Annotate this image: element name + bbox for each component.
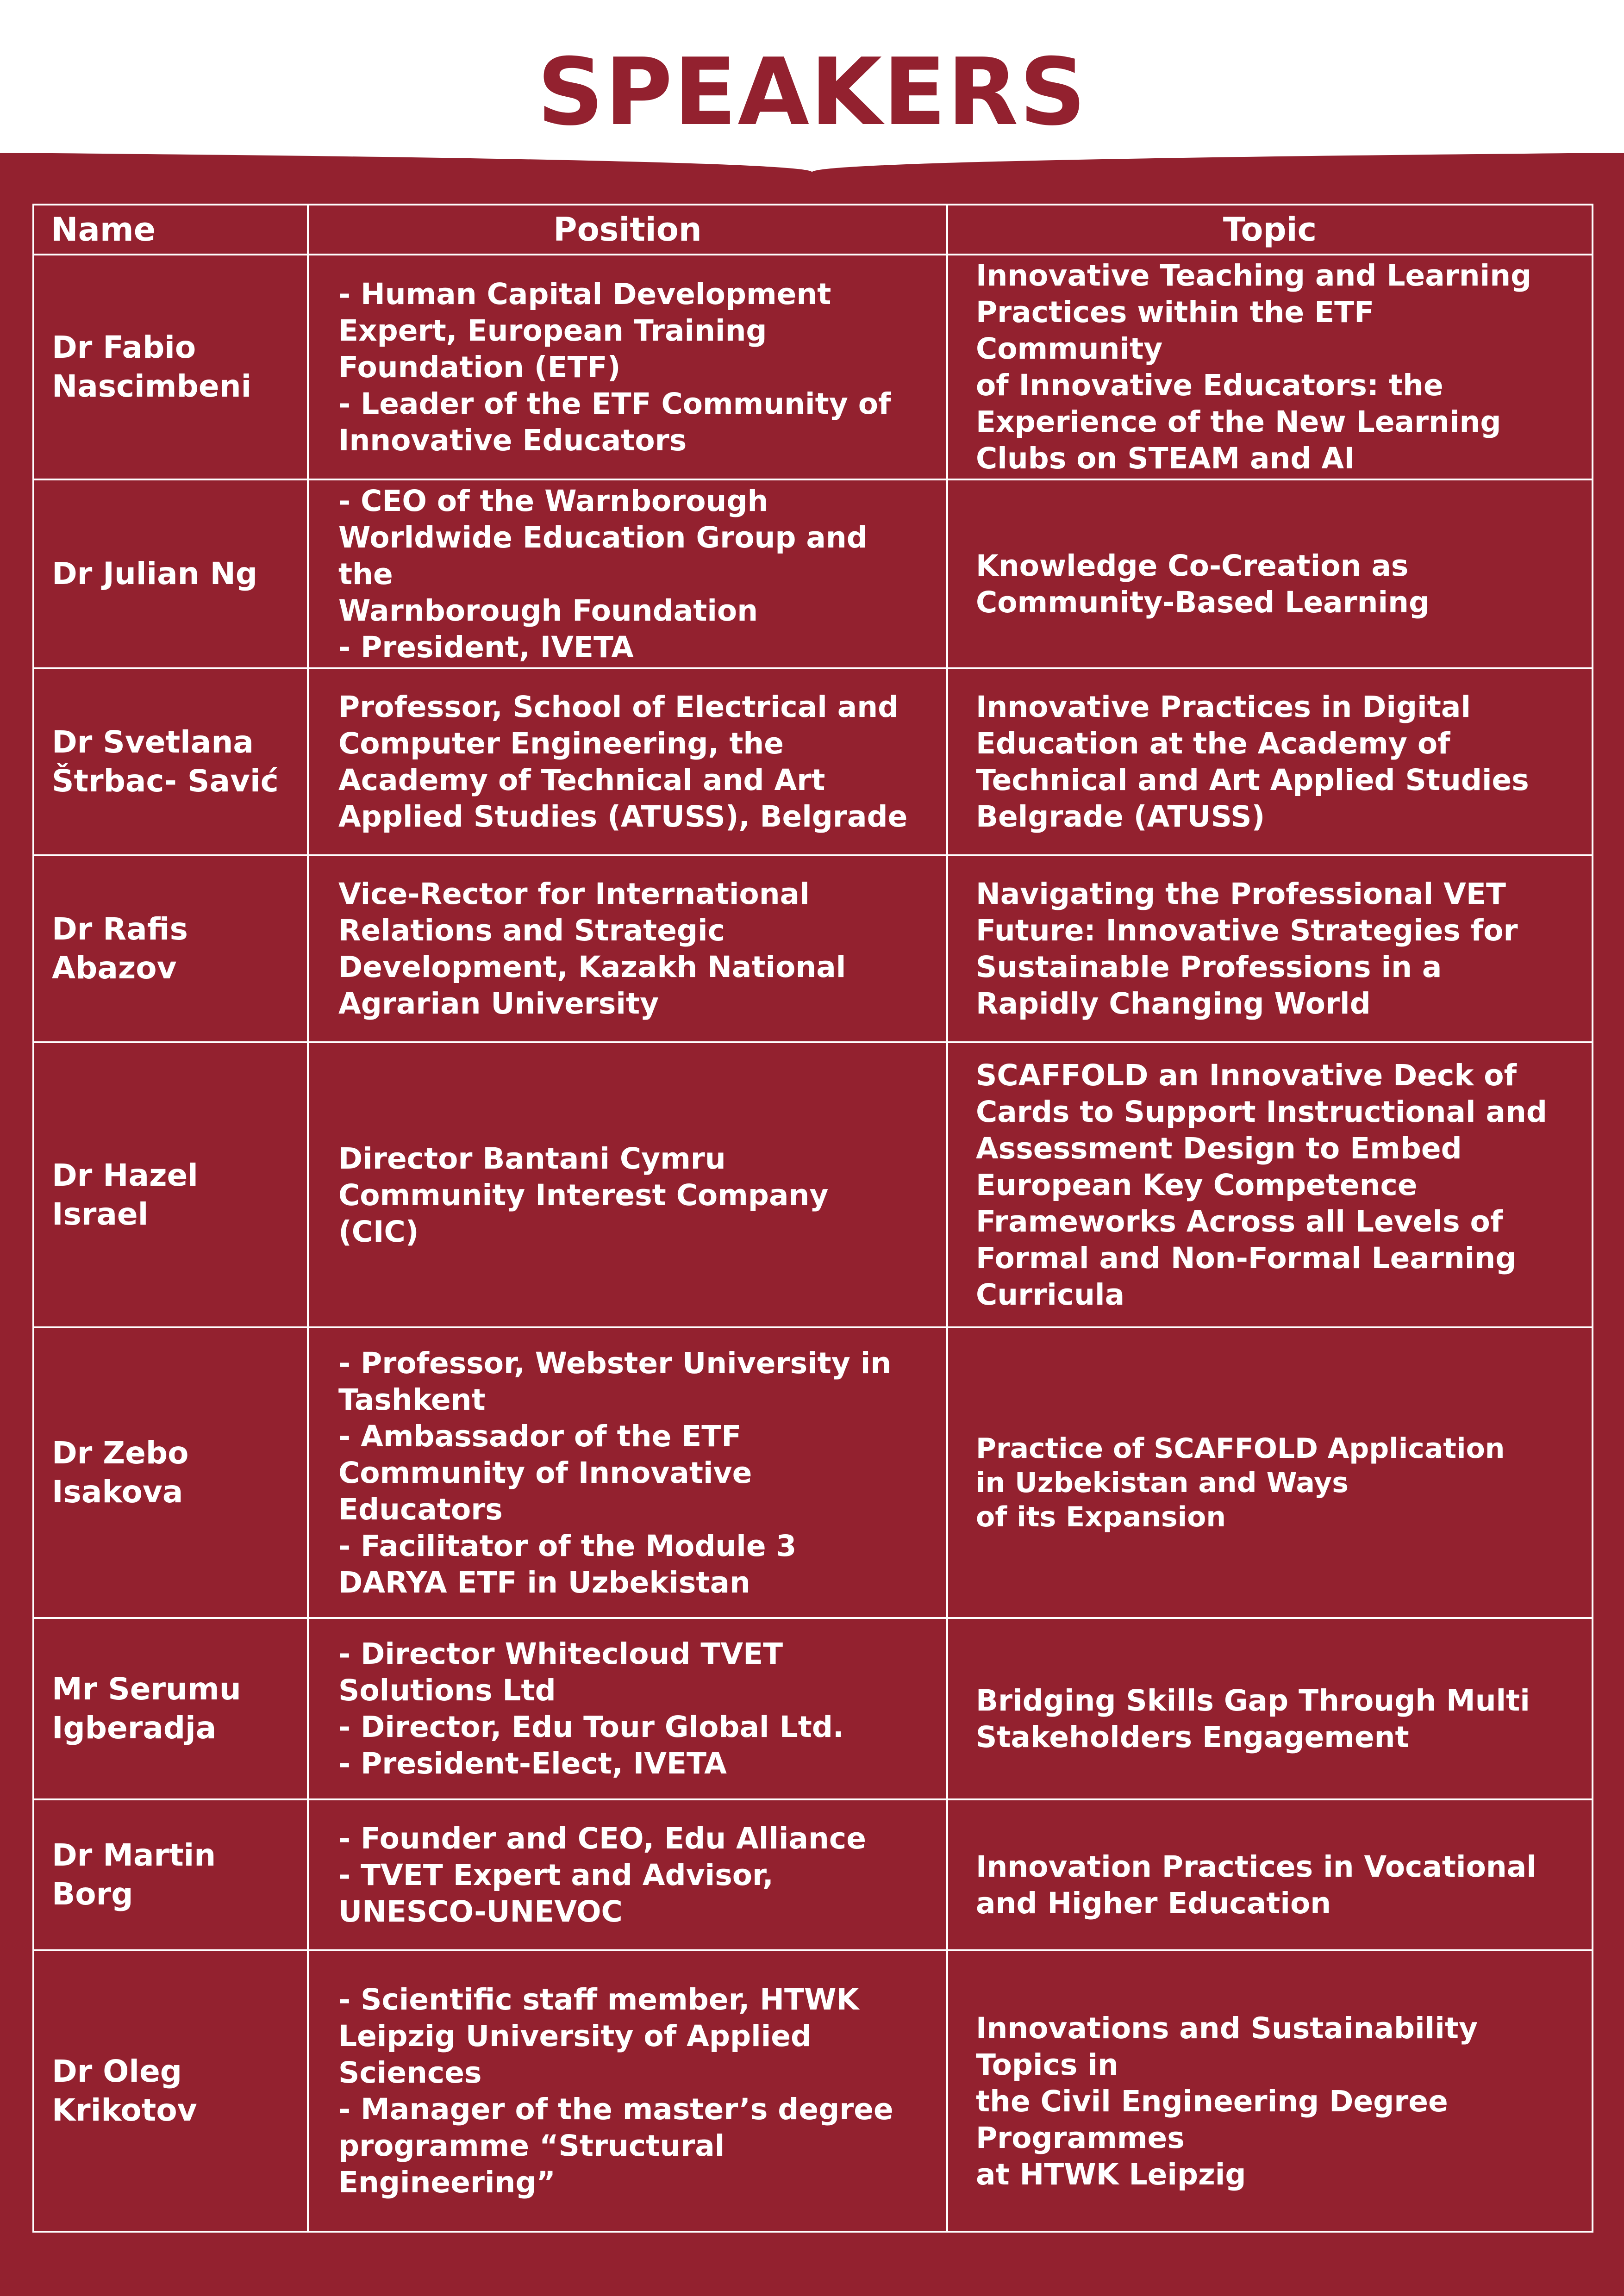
speaker-position xyxy=(308,1327,947,1618)
speaker-name-text: Dr Rafis Abazov xyxy=(52,911,188,986)
speaker-position xyxy=(308,668,947,855)
speaker-position-text: - Founder and CEO, Edu Alliance - TVET Expert and Advisor, UNESCO-UNEVOC xyxy=(338,1821,866,1929)
speaker-topic-text: SCAFFOLD an Innovative Deck of Cards to Support Instructional and Assessment Design to Embed European Key Competence Frameworks Across all Levels of Formal and Non-Formal Learning Curricula xyxy=(976,1058,1548,1312)
speaker-name-text: Mr Serumu Igberadja xyxy=(52,1671,241,1746)
speaker-name xyxy=(33,1618,308,1799)
speaker-name-text: Dr Julian Ng xyxy=(52,556,258,591)
speaker-name xyxy=(33,1799,308,1950)
table-row xyxy=(33,255,1593,479)
speaker-topic-text: Practice of SCAFFOLD Application in Uzbekistan and Ways of its Expansion xyxy=(976,1432,1505,1533)
speaker-position-text: - Professor, Webster University in Tashkent - Ambassador of the ETF Community of Innovative Educators - Facilitator of the Module 3 DARYA ETF in Uzbekistan xyxy=(338,1346,892,1599)
table-row xyxy=(33,479,1593,668)
column-header-position: Position xyxy=(308,205,947,255)
speaker-name-text: Dr Svetlana Štrbac- Savić xyxy=(52,724,279,799)
speaker-topic-text: Innovative Teaching and Learning Practices within the ETF Community of Innovative Educators: the Experience of the New Learning Clubs on STEAM and AI xyxy=(976,259,1532,475)
speaker-topic-text: Innovative Practices in Digital Education at the Academy of Technical and Art Applied Studies Belgrade (ATUSS) xyxy=(976,690,1529,834)
speaker-position-text: - Scientific staff member, HTWK Leipzig University of Applied Sciences - Manager of the master’s degree programme “Structural Engineering” xyxy=(338,1983,893,2199)
speaker-name-text: Dr Fabio Nascimbeni xyxy=(52,330,252,404)
page-title: SPEAKERS xyxy=(537,38,1087,146)
speaker-topic xyxy=(947,479,1593,668)
speaker-topic xyxy=(947,1618,1593,1799)
speaker-topic xyxy=(947,1042,1593,1327)
table-row xyxy=(33,1042,1593,1327)
speaker-position xyxy=(308,1950,947,2232)
table-row xyxy=(33,855,1593,1042)
column-header-name: Name xyxy=(33,205,308,255)
speakers-table xyxy=(32,204,1593,2233)
speaker-topic-text: Innovation Practices in Vocational and Higher Education xyxy=(976,1850,1537,1920)
speaker-position-text: Director Bantani Cymru Community Interest Company (CIC) xyxy=(338,1141,829,1249)
speaker-name xyxy=(33,479,308,668)
speaker-position-text: Professor, School of Electrical and Computer Engineering, the Academy of Technical and Art Applied Studies (ATUSS), Belgrade xyxy=(338,690,908,834)
table-header-row xyxy=(33,205,1593,255)
speaker-topic xyxy=(947,1327,1593,1618)
speaker-topic-text: Innovations and Sustainability Topics in the Civil Engineering Degree Programmes at HTWK Leipzig xyxy=(976,2011,1478,2191)
speaker-position-text: - Human Capital Development Expert, European Training Foundation (ETF) - Leader of the ETF Community of Innovative Educators xyxy=(338,277,891,457)
speaker-position xyxy=(308,479,947,668)
speaker-position xyxy=(308,1042,947,1327)
speaker-name-text: Dr Martin Borg xyxy=(52,1837,216,1912)
speaker-topic xyxy=(947,1950,1593,2232)
speaker-topic xyxy=(947,255,1593,479)
speaker-name xyxy=(33,1950,308,2232)
speaker-name-text: Dr Hazel Israel xyxy=(52,1157,198,1232)
speaker-name xyxy=(33,1042,308,1327)
speaker-topic xyxy=(947,855,1593,1042)
speaker-position xyxy=(308,1618,947,1799)
speaker-name xyxy=(33,668,308,855)
table-row xyxy=(33,1327,1593,1618)
speaker-name-text: Dr Zebo Isakova xyxy=(52,1435,189,1510)
table-row xyxy=(33,1799,1593,1950)
speaker-topic-text: Knowledge Co-Creation as Community-Based Learning xyxy=(976,549,1430,619)
speaker-topic xyxy=(947,1799,1593,1950)
speaker-position-text: Vice-Rector for International Relations and Strategic Development, Kazakh National Agrarian University xyxy=(338,877,846,1020)
speaker-position xyxy=(308,855,947,1042)
speaker-name xyxy=(33,1327,308,1618)
speaker-name xyxy=(33,255,308,479)
table-row xyxy=(33,1618,1593,1799)
speaker-position xyxy=(308,1799,947,1950)
speaker-topic-text: Navigating the Professional VET Future: Innovative Strategies for Sustainable Professions in a Rapidly Changing World xyxy=(976,877,1518,1020)
table-row xyxy=(33,668,1593,855)
speaker-name-text: Dr Oleg Krikotov xyxy=(52,2053,197,2128)
speaker-position-text: - CEO of the Warnborough Worldwide Education Group and the Warnborough Foundation - President, IVETA xyxy=(338,484,868,664)
speaker-name xyxy=(33,855,308,1042)
speaker-topic xyxy=(947,668,1593,855)
speakers-table-container xyxy=(32,204,1592,2233)
column-header-topic: Topic xyxy=(947,205,1593,255)
speaker-position-text: - Director Whitecloud TVET Solutions Ltd - Director, Edu Tour Global Ltd. - President-Elect, IVETA xyxy=(338,1637,844,1780)
table-row xyxy=(33,1950,1593,2232)
speaker-position xyxy=(308,255,947,479)
speaker-topic-text: Bridging Skills Gap Through Multi Stakeholders Engagement xyxy=(976,1684,1530,1754)
